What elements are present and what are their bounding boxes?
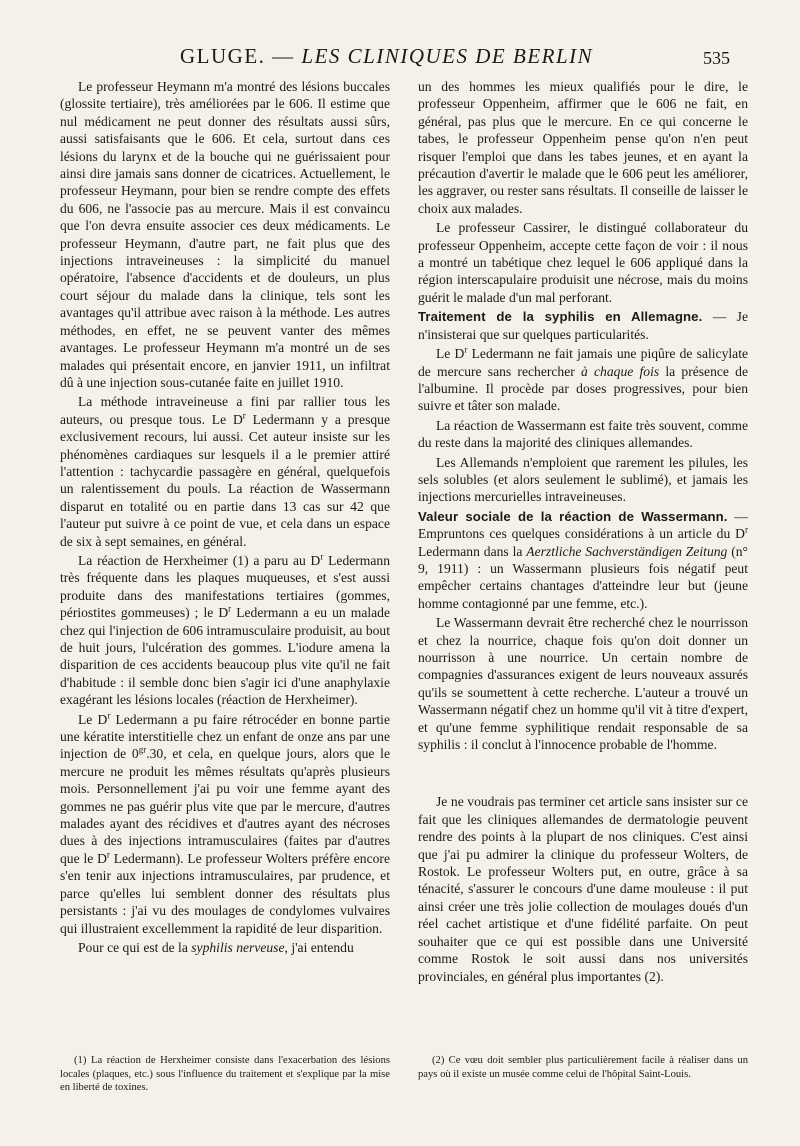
paragraph: un des hommes les mieux qualifiés pour le dire, le professeur Oppenheim, affirmer que le 606 ne fait, en général, pas plus que le mercure. En ce qui concerne le tabes, le professeur Oppenheim pense qu'on n'en peut risquer l'emploi que dans les tabes jeunes, et en ayant la précaution d'avertir le malade que le 606 peut les améliorer, les aggraver, ou rester sans résultats. Il conseille de laisser le choix aux malades.	[418, 79, 748, 216]
paragraph: Le professeur Heymann m'a montré des lésions buccales (glossite tertiaire), très améliorées par le 606. Il estime que nul médicament ne peut donner des résultats aussi sûrs, aussi satisfaisants que le 606. Et cela, surtout dans ces lésions du larynx et de la bouche qui ne guérissaient pour ainsi dire jamais sans donner de cicatrices. Actuellement, le professeur Heymann, pour bien se rendre compte des effets du 606, ne l'associe pas au mercure. Mais il est convaincu que l'on devra ensuite associer ces deux médicaments. Le professeur Heymann, d'autre part, ne fait plus que des injections intraveineuses : la simplicité du manuel opératoire, l'absence d'accidents et de douleurs, un plus court séjour du malade dans la clinique, tels sont les avantages qu'il attribue avec raison à la méthode. Les autres méthodes, en effet, ne se peuvent vanter des mêmes avantages. Le professeur Heymann m'a montré un de ses malades qui présentait encore, en janvier 1911, un infiltrat dû à une injection sous-cutanée faite en juillet 1910.	[60, 79, 390, 390]
page-number: 535	[703, 48, 730, 68]
paragraph: La réaction de Wassermann est faite très souvent, comme du reste dans la majorité des cliniques allemandes.	[418, 417, 748, 451]
running-head	[180, 44, 593, 69]
left-column	[60, 78, 390, 956]
header-title: LES CLINIQUES DE BERLIN	[301, 44, 594, 68]
paragraph: Je ne voudrais pas terminer cet article sans insister sur ce fait que les cliniques allemandes de dermatologie peuvent rendre des points à la plupart de nos cliniques. C'est ainsi que j'ai pu admirer la clinique du professeur Wolters, de Rostok. Le professeur Wolters put, en outre, grâce à sa ténacité, s'assurer le concours d'une dame mouleuse : il put ainsi créer une très jolie collection de moulages doués d'un réel cachet artistique et d'une fidélité parfaite. On peut souhaiter que ce qui est possible dans une Université comme Rostok le soit aussi dans nos universités provinciales, en général plus importantes (2).	[418, 794, 748, 984]
header-dash: —	[272, 44, 295, 68]
page-header	[0, 44, 800, 74]
right-column: un des hommes les mieux qualifiés pour le dire, le professeur Oppenheim, affirmer que le 606 ne fait, en général, pas plus que le mercure. En ce qui concerne le tabes, le professeur Oppenheim pense qu'on n'en peut risquer l'emploi que dans les tabes jeunes, et en ayant la précaution d'avertir le malade que le 606 peut les améliorer, les aggraver, ou rester sans résultats. Il conseille de laisser le choix aux malades. Le professeur Cassirer, le distingué collaborateur du professeur Oppenheim, accepte cette façon de voir : il nous a montré un tabétique chez lequel le 606 appliqué dans la région interscapulaire produisit une nécrose, mais du moins guérit le malade d'un mal perforant. Traitement de la syphilis en Allemagne. — Je n'insisterai que sur quelques particularités. Le $D^r$ Ledermann ne fait jamais une piqûre de salicylate de mercure sans rechercher à chaque fois la présence de l'albumine. Il procède par doses progressives, pour bien suivre et tâter son malade. La réaction de Wassermann est faite très souvent, comme du reste dans la majorité des cliniques allemandes. Les Allemands n'emploient que rarement les pilules, les sels solubles (et alors seulement le sublimé), et jamais les injections mercurielles intraveineuses. Valeur sociale de la réaction de Wassermann. — Empruntons ces quelques considérations à un article du $D^r$ Ledermann dans la Aerztliche Sachverständigen Zeitung (n° 9, 1911) : un Wassermann plusieurs fois négatif peut empêcher certains chantages d'atteindre leur but (jeune homme contagionné par une femme, etc.). Le Wassermann devrait être recherché chez le nourrisson et chez la nourrice, chaque fois qu'on doit donner un nourrisson à une nourrice. Un certain nombre de compagnies d'assurances exigent de leurs nouveaux assurés qu'ils se soumettent à cette recherche. L'auteur a trouvé un Wassermann négatif chez un homme qu'il vit à titre d'expert, et qu'une femme syphilitique rendait responsable de sa syphilis : il conclut à l'innocence probable de l'homme. Je ne voudrais pas terminer cet article sans insister sur ce fait que les cliniques allemandes de dermatologie peuvent rendre des points à la plupart de nos cliniques. C'est ainsi que j'ai pu admirer la clinique du professeur Wolters, de Rostok. Le professeur Wolters put, en outre, grâce à sa ténacité, s'assurer le concours d'une dame mouleuse : il put ainsi créer une très jolie collection de moulages doués d'un réel cachet artistique et d'une fidélité parfaite. On peut souhaiter que ce qui est possible dans une Université comme Rostok le soit aussi dans nos universités provinciales, en général plus importantes (2).	[418, 79, 748, 984]
paragraph: Le $D^r$ Ledermann a pu faire rétrocéder en bonne partie une kératite interstitielle chez un enfant de onze ans par une injection de $0^{gr}.30$, et cela, en quelque jours, alors que le mercure ne produit les mêmes résultats qu'après plusieurs mois. Personnellement j'ai pu voir une femme ayant des gommes ne pas guérir plus vite que par le mercure, d'autres malades ayant des récidives et d'autres ayant des nécroses dues à des injections intramusculaires (faites par d'autres que le $D^r$ Ledermann). Le professeur Wolters préfère encore s'en tenir aux injections intramusculaires, par prudence, et parce qu'elles lui semblent donner des résultats plus persistants : j'ai vu des moulages de condylomes vulvaires qui illustraient excellemment la rapidité de leur disparition.	[60, 710, 390, 936]
paragraph: Pour ce qui est de la syphilis nerveuse, j'ai entendu	[78, 939, 354, 955]
paragraph: Le $D^r$ Ledermann ne fait jamais une piqûre de salicylate de mercure sans rechercher à chaque fois la présence de l'albumine. Il procède par doses progressives, pour bien suivre et tâter son malade.	[418, 344, 748, 414]
footnote-1: (1) La réaction de Herxheimer consiste dans l'exacerbation des lésions locales (plaques, etc.) sous l'influence du traitement et s'explique par la mise en liberté de toxines.	[60, 1055, 390, 1094]
section-heading: Traitement de la syphilis en Allemagne.	[418, 309, 703, 325]
header-author: GLUGE.	[180, 44, 266, 68]
paragraph: Le Wassermann devrait être recherché chez le nourrisson et chez la nourrice, chaque fois qu'on doit donner un nourrisson à une nourrice. Un certain nombre de compagnies d'assurances exigent de leurs nouveaux assurés qu'ils se soumettent à cette recherche. L'auteur a trouvé un Wassermann négatif chez un homme qu'il vit à titre d'expert, et qu'une femme syphilitique rendait responsable de sa syphilis : il conclut à l'innocence probable de l'homme.	[418, 615, 748, 753]
paragraph: Les Allemands n'emploient que rarement les pilules, les sels solubles (et alors seulement le sublimé), et jamais les injections mercurielles intraveineuses.	[418, 454, 748, 505]
footnote-2: (2) Ce vœu doit sembler plus particulièrement facile à réaliser dans un pays où il existe un musée comme celui de l'hôpital Saint-Louis.	[418, 1055, 748, 1080]
paragraph: La méthode intraveineuse a fini par rallier tous les auteurs, ou presque tous. Le $D^r$ Ledermann y a presque exclusivement recours, lui aussi. Cet auteur insiste sur les phénomènes cardiaques sur lesquels il a le premier attiré l'attention : tachycardie passagère en général, quelquefois un ralentissement du pouls. La réaction de Wassermann disparut en totalité ou en partie dans 13 cas sur 42 que l'auteur put suivre à ce point de vue, et cela dans un espace de six à sept semaines, en général.	[60, 394, 390, 549]
paragraph: La réaction de Herxheimer (1) a paru au $D^r$ Ledermann très fréquente dans les plaques muqueuses, et s'est aussi produite dans des manifestations tertiaires (gommes, périostites gommeuses) ; le $D^r$ Ledermann a eu un malade chez qui l'injection de 606 intramusculaire produisit, au bout de huit jours, l'ulcération des gommes. L'iodure amena la disparition de ces accidents beaucoup plus vite qu'il ne fait d'habitude : il semble donc bien s'agir ici d'une anaphylaxie exagérant les lésions locales (réaction de Herxheimer).	[60, 551, 390, 708]
paragraph: Le professeur Cassirer, le distingué collaborateur du professeur Oppenheim, accepte cette façon de voir : il nous a montré un tabétique chez lequel le 606 appliqué dans la région interscapulaire produisit une nécrose, mais du moins guérit le malade d'un mal perforant.	[418, 220, 748, 305]
paragraph-gap	[418, 753, 748, 793]
section-heading: Valeur sociale de la réaction de Wassermann.	[418, 508, 728, 524]
